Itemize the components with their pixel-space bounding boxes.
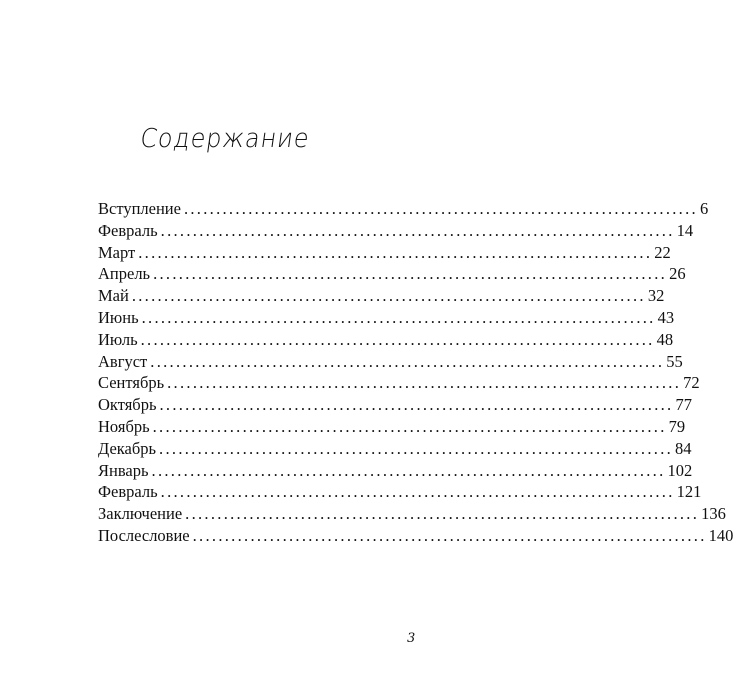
toc-entry[interactable] [98,372,700,394]
toc-entry-page: 14 [676,220,694,240]
toc-entry-page: 43 [657,307,675,327]
toc-entry-label: Апрель [98,264,151,284]
toc-entry[interactable] [98,525,733,547]
dot-leader: ................................................................................ [167,373,682,393]
toc-entry-page: 77 [675,395,692,415]
toc-entry[interactable] [98,329,674,351]
toc-entry-label: Август [98,351,148,371]
toc-entry-label: Послесловие [98,525,190,545]
toc-entry-page: 121 [676,482,702,502]
table-of-contents [98,198,733,547]
toc-entry-page: 22 [654,242,671,262]
toc-entry[interactable] [98,503,726,525]
dot-leader: ................................................................................ [141,307,656,327]
toc-entry-page: 79 [668,416,686,436]
toc-entry-label: Февраль [98,220,158,240]
toc-entry-page: 26 [669,264,686,284]
dot-leader: ................................................................................ [185,504,700,524]
dot-leader: ................................................................................ [151,460,666,480]
dot-leader: ................................................................................ [183,199,698,218]
toc-entry-label: Декабрь [98,438,157,458]
toc-entry-label: Ноябрь [98,416,150,436]
toc-entry[interactable] [98,416,686,438]
dot-leader: ................................................................................ [150,351,665,371]
toc-entry-label: Заключение [98,504,183,524]
dot-leader: ................................................................................ [160,220,675,240]
toc-entry-page: 140 [708,525,733,545]
dot-leader: ................................................................................ [140,329,655,349]
toc-entry[interactable] [98,307,675,329]
toc-entry-label: Октябрь [98,395,157,415]
toc-entry-label: Июль [98,329,138,349]
toc-entry-page: 102 [667,460,693,480]
toc-entry-page: 6 [699,199,709,218]
page-title: Содержание [138,124,312,154]
toc-entry-page: 84 [675,438,692,458]
toc-entry[interactable] [98,198,709,220]
dot-leader: ................................................................................ [160,482,675,502]
dot-leader: ................................................................................ [192,525,707,545]
toc-entry[interactable] [98,220,694,242]
dot-leader: ................................................................................ [153,264,668,284]
toc-entry[interactable] [98,242,671,264]
toc-entry[interactable] [98,394,692,416]
toc-entry[interactable] [98,263,686,285]
dot-leader: ................................................................................ [152,416,667,436]
toc-entry[interactable] [98,460,693,482]
toc-entry[interactable] [98,351,683,373]
toc-entry-label: Вступление [98,199,181,218]
toc-entry-page: 72 [683,373,700,393]
toc-entry-page: 48 [656,329,674,349]
dot-leader: ................................................................................ [159,438,674,458]
toc-entry-page: 136 [701,504,726,524]
dot-leader: ................................................................................ [131,286,646,306]
dot-leader: ................................................................................ [138,242,653,262]
toc-entry[interactable] [98,481,702,503]
toc-entry-label: Сентябрь [98,373,165,393]
page-number: 3 [407,631,416,646]
toc-entry-page: 55 [666,351,683,371]
dot-leader: ................................................................................ [159,395,674,415]
toc-entry-label: Февраль [98,482,158,502]
toc-entry[interactable] [98,285,665,307]
toc-entry-label: Май [98,286,129,306]
toc-entry-page: 32 [647,286,665,306]
toc-entry-label: Январь [98,460,149,480]
toc-entry-label: Июнь [98,307,139,327]
toc-entry-label: Март [98,242,136,262]
toc-entry[interactable] [98,438,692,460]
